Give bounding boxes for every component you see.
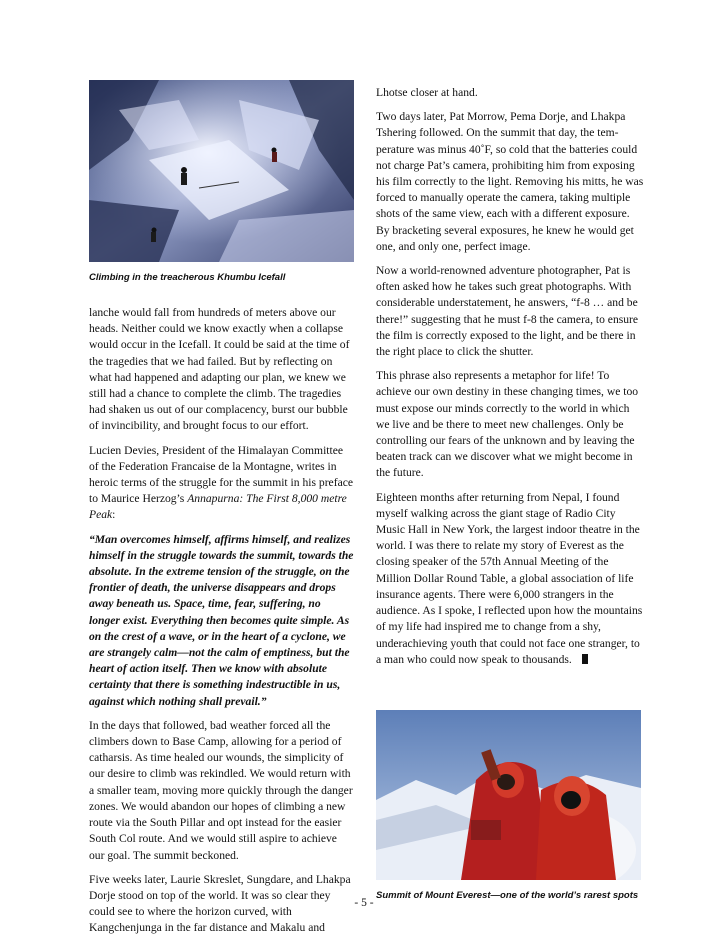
summit-illustration: [376, 710, 641, 880]
right-column: [376, 85, 644, 901]
end-mark-icon: [582, 654, 588, 664]
icefall-illustration: [89, 80, 354, 262]
page-number: - 5 -: [354, 897, 374, 909]
right-paragraph-4: This phrase also represents a metaphor for life! To achieve our own destiny in these changing times, we too must expose our minds correctly to the world in which we live and be there to meet new challenges. Only be controlling our fears of the unknown and by leaving the beaten track can we discover what we might become in the future.: [376, 369, 639, 480]
right-paragraph-5-text: Eighteen months after returning from Nepal, I found myself walking across the giant stage of Radio City Music Hall in New York, the largest indoor theatre in the world. I was there to relate my story of Everest as the closing speaker of the 57th Annual Meeting of the Million Dollar Round Table, a global association of life insurance agents. There were 6,000 strangers in the audience. As I spoke, I reflected upon how the mountains of my life had inspired me to change from a shy, underachieving youth that could not face one stranger, to a man who could now speak to thousands.: [376, 490, 643, 666]
photo1-caption: Climbing in the treacherous Khumbu Icefall: [89, 272, 286, 283]
right-paragraph-5: [376, 490, 644, 668]
left-paragraph-5: Five weeks later, Laurie Skreslet, Sungdare, and Lhakpa Dorje stood on top of the world. It was so clear they could see to where the horizon curved, with Kangchenjunga in the far distance and Makalu and: [89, 872, 351, 935]
herzog-quote: “Man overcomes himself, affirms himself, and realizes himself in the struggle towards the summit, towards the absolute. In the extreme tension of the struggle, on the frontier of death, the universe disappears and drops away beneath us. Space, time, fear, suffering, no longer exist. Everything then becomes quite simple. As on the crest of a wave, or in the heart of a cyclone, we are strangely calm—not the calm of emptiness, but the heart of action itself. Then we know with absolute certainty that there is something indestructible in us, against which nothing shall prevail.”: [89, 532, 354, 708]
right-paragraph-3: Now a world-renowned adventure photographer, Pat is often asked how he takes such great photographs. With considerable understatement, he answers, “f-8 … and be there!” suggesting that he must f-8 the camera, to ensure the film is correctly exposed to the light, and be there in the right place to click the shutter.: [376, 264, 639, 359]
left-column: [89, 80, 354, 945]
everest-summit-photo: [376, 710, 641, 880]
left-paragraph-4: In the days that followed, bad weather forced all the climbers down to Base Camp, allowing for a period of catharsis. As time healed our wounds, the simplicity of our desire to climb was rekindled. We would return with a smaller team, moving more quickly through the danger zones. We would abandon our hopes of climbing a new route via the South Pillar and opt instead for the easier South Col route. And we would still aspire to achieve our goal. The summit beckoned.: [89, 718, 353, 862]
left-paragraph-1: lanche would fall from hundreds of meters above our heads. Neither could we know exactly when a collapse would occur in the Icefall. It could be said at the time of the tragedies that we had failed. But by reflecting on what had happened and adapting our plan, we knew we still had a chance to complete the climb. The tragedies had shaken us out of our complacency, burst our bubble of invincibility, and brought focus to our effort.: [89, 306, 350, 433]
book-suffix: :: [112, 508, 116, 522]
right-paragraph-2: Two days later, Pat Morrow, Pema Dorje, and Lhakpa Tshering followed. On the summit that day, the temperature was minus 40˚F, so cold that the batteries could not charge Pat’s camera, prohibiting him from exposing his film correctly to the light. Removing his mitts, he was forced to manually operate the camera, taking multiple shots of the same view, each with a different exposure. By bracketing several exposures, he knew he would get one, and only one, perfect image.: [376, 110, 644, 253]
right-paragraph-1: Lhotse closer at hand.: [376, 86, 478, 99]
khumbu-icefall-photo: [89, 80, 354, 262]
book-title: Annapurna: The First 8,000 metre Peak: [89, 492, 347, 522]
left-paragraph-2: [89, 443, 354, 524]
photo2-caption: Summit of Mount Everest—one of the world’s rarest spots: [376, 889, 639, 901]
preface-text: Lucien Devies, President of the Himalayan Committee of the Federation Francaise de la Montagne, writes in heroic terms of the struggle for the summit in his preface to Maurice Herzog’s: [89, 443, 354, 506]
